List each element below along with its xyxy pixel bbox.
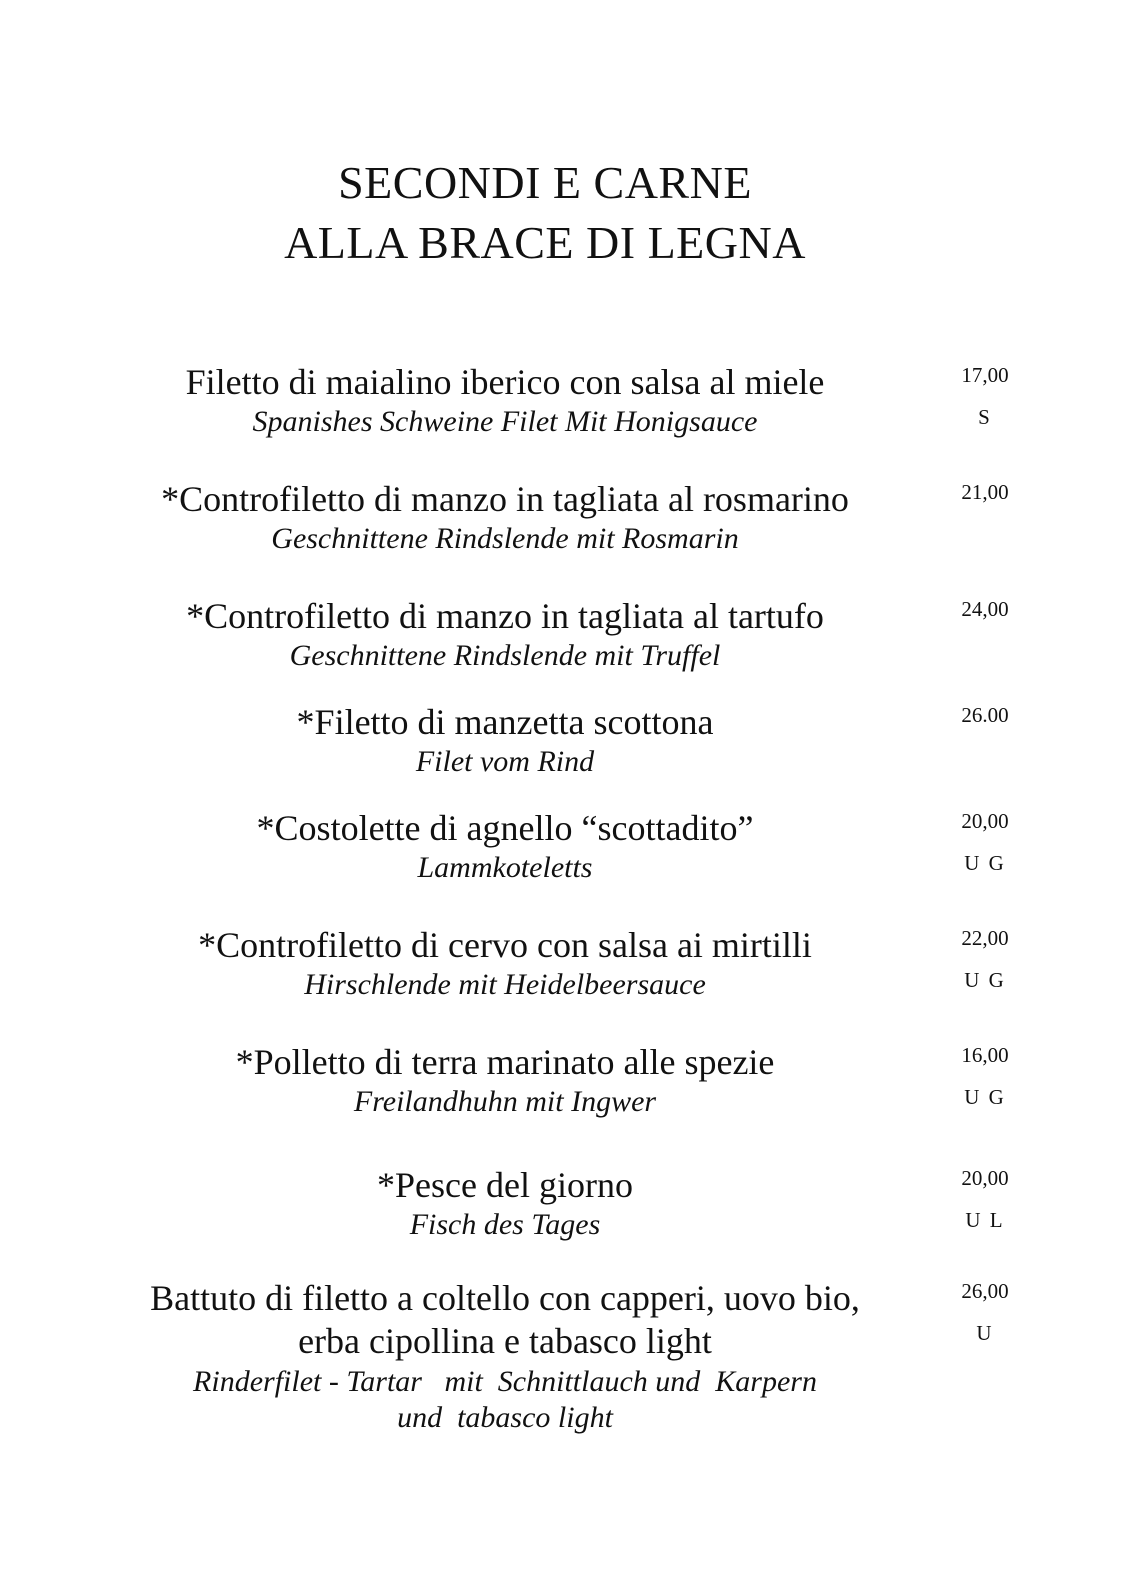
menu-item-german-name: Freilandhuhn mit Ingwer [353, 1085, 657, 1118]
menu-item-price: 21,00 [961, 480, 1009, 504]
menu-item-italian-name: *Controfiletto di manzo in tagliata al rosmarino [161, 479, 849, 519]
menu-item-italian-name: *Costolette di agnello “scottadito” [256, 808, 754, 848]
menu-item-italian-name: *Controfiletto di manzo in tagliata al tartufo [186, 596, 824, 636]
menu-item-allergens: U G [964, 968, 1006, 992]
menu-item-price: 24,00 [961, 597, 1009, 621]
menu-item-italian-name: *Polletto di terra marinato alle spezie [235, 1042, 775, 1082]
menu-title-line-1: SECONDI E CARNE [338, 157, 752, 208]
menu-item-price: 26,00 [961, 1279, 1009, 1303]
menu-item-german-name: Geschnittene Rindslende mit Truffel [289, 639, 721, 672]
menu-item-price: 16,00 [961, 1043, 1009, 1067]
menu-item-german-name: Lammkoteletts [417, 851, 593, 884]
menu-title-line-2: ALLA BRACE DI LEGNA [284, 217, 806, 268]
menu-item-allergens: S [978, 405, 992, 429]
menu-item-german-name: Fisch des Tages [409, 1208, 601, 1241]
menu-item-german-name: Hirschlende mit Heidelbeersauce [304, 968, 706, 1001]
menu-item-allergens: U G [964, 1085, 1006, 1109]
menu-item-german-name-line-2: und tabasco light [397, 1401, 613, 1434]
menu-item-german-name: Filet vom Rind [415, 745, 595, 778]
menu-item-german-name: Spanishes Schweine Filet Mit Honigsauce [252, 405, 758, 438]
menu-item-allergens: U [976, 1321, 994, 1345]
menu-item-italian-name: *Pesce del giorno [377, 1165, 633, 1205]
menu-item-allergens: U G [964, 851, 1006, 875]
menu-item-price: 26.00 [961, 703, 1009, 727]
menu-item-price: 22,00 [961, 926, 1009, 950]
menu-item-german-name: Geschnittene Rindslende mit Rosmarin [271, 522, 739, 555]
menu-item-italian-name-line-1: Battuto di filetto a coltello con capperi, uovo bio, [150, 1278, 860, 1318]
menu-item-italian-name: *Controfiletto di cervo con salsa ai mirtilli [198, 925, 812, 965]
menu-item-italian-name-line-2: erba cipollina e tabasco light [298, 1321, 712, 1361]
menu-item-price: 17,00 [961, 363, 1009, 387]
menu-item-price: 20,00 [961, 1166, 1009, 1190]
menu-item-italian-name: Filetto di maialino iberico con salsa al miele [185, 362, 825, 402]
menu-item-price: 20,00 [961, 809, 1009, 833]
menu-item-allergens: U L [965, 1208, 1005, 1232]
menu-item-italian-name: *Filetto di manzetta scottona [296, 702, 714, 742]
menu-item-german-name-line-1: Rinderfilet - Tartar mit Schnittlauch und Karpern [193, 1365, 817, 1398]
